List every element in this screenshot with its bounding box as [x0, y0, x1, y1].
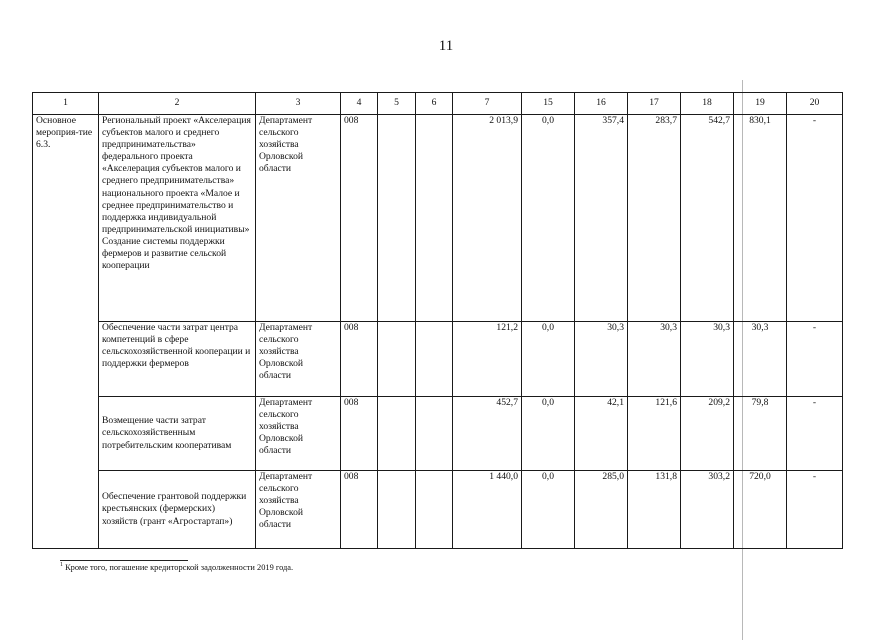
value-20: - [787, 115, 843, 322]
column-header: 16 [575, 93, 628, 115]
value-15: 0,0 [522, 322, 575, 397]
column-header: 4 [341, 93, 378, 115]
footnote-text: Кроме того, погашение кредиторской задолженности 2019 года. [65, 563, 294, 572]
executor-cell: Департамент сельского хозяйства Орловской области [256, 322, 341, 397]
table-row [33, 397, 843, 471]
measure-name: Обеспечение части затрат центра компетенций в сфере сельскохозяйственной кооперации и поддержки фермеров [99, 322, 256, 397]
value-20: - [787, 322, 843, 397]
col5-cell [378, 115, 416, 322]
column-header: 17 [628, 93, 681, 115]
table-body [33, 115, 843, 549]
page-number: 11 [438, 38, 454, 54]
col5-cell [378, 471, 416, 549]
code-cell: 008 [341, 322, 378, 397]
value-18: 209,2 [681, 397, 734, 471]
value-18: 542,7 [681, 115, 734, 322]
value-20: - [787, 471, 843, 549]
col6-cell [416, 397, 453, 471]
table-row [33, 322, 843, 397]
value-18: 303,2 [681, 471, 734, 549]
table-header [33, 93, 843, 115]
column-header: 20 [787, 93, 843, 115]
code-cell: 008 [341, 471, 378, 549]
executor-cell: Департамент сельского хозяйства Орловской области [256, 115, 341, 322]
col6-cell [416, 471, 453, 549]
value-18: 30,3 [681, 322, 734, 397]
total-value: 1 440,0 [453, 471, 522, 549]
value-16: 30,3 [575, 322, 628, 397]
column-header: 7 [453, 93, 522, 115]
footnote-marker: 1 [60, 562, 63, 568]
measure-name: Обеспечение грантовой поддержки крестьянских (фермерских) хозяйств (грант «Агростартап») [99, 471, 256, 549]
value-17: 121,6 [628, 397, 681, 471]
column-header: 6 [416, 93, 453, 115]
value-19: 79,8 [734, 397, 787, 471]
value-15: 0,0 [522, 115, 575, 322]
header-row [33, 93, 843, 115]
column-header: 15 [522, 93, 575, 115]
column-header: 3 [256, 93, 341, 115]
column-header: 5 [378, 93, 416, 115]
code-cell: 008 [341, 115, 378, 322]
value-16: 285,0 [575, 471, 628, 549]
main-measure-cell: Основное мероприя-тие 6.3. [33, 115, 99, 549]
col5-cell [378, 397, 416, 471]
table-row [33, 471, 843, 549]
column-header: 2 [99, 93, 256, 115]
footnote-separator [60, 560, 188, 561]
value-16: 42,1 [575, 397, 628, 471]
col5-cell [378, 322, 416, 397]
value-17: 131,8 [628, 471, 681, 549]
value-19: 30,3 [734, 322, 787, 397]
total-value: 452,7 [453, 397, 522, 471]
value-17: 30,3 [628, 322, 681, 397]
value-19: 830,1 [734, 115, 787, 322]
budget-table [32, 92, 843, 549]
measure-name: Региональный проект «Акселерация субъектов малого и среднего предпринимательства» федерального проекта «Акселерация субъектов малого и среднего предпринимательства» национального проекта «Малое и среднее предпринимательство и поддержка индивидуальной предпринимательской инициативы» Создание системы поддержки фермеров и развитие сельской кооперации [99, 115, 256, 322]
total-value: 2 013,9 [453, 115, 522, 322]
measure-name: Возмещение части затрат сельскохозяйственным потребительским кооперативам [99, 397, 256, 471]
value-20: - [787, 397, 843, 471]
value-15: 0,0 [522, 471, 575, 549]
table-row [33, 115, 843, 322]
total-value: 121,2 [453, 322, 522, 397]
value-15: 0,0 [522, 397, 575, 471]
code-cell: 008 [341, 397, 378, 471]
footnote [60, 563, 293, 572]
value-17: 283,7 [628, 115, 681, 322]
executor-cell: Департамент сельского хозяйства Орловской области [256, 471, 341, 549]
value-16: 357,4 [575, 115, 628, 322]
column-header: 18 [681, 93, 734, 115]
column-header: 1 [33, 93, 99, 115]
value-19: 720,0 [734, 471, 787, 549]
column-header: 19 [734, 93, 787, 115]
col6-cell [416, 322, 453, 397]
executor-cell: Департамент сельского хозяйства Орловской области [256, 397, 341, 471]
col6-cell [416, 115, 453, 322]
